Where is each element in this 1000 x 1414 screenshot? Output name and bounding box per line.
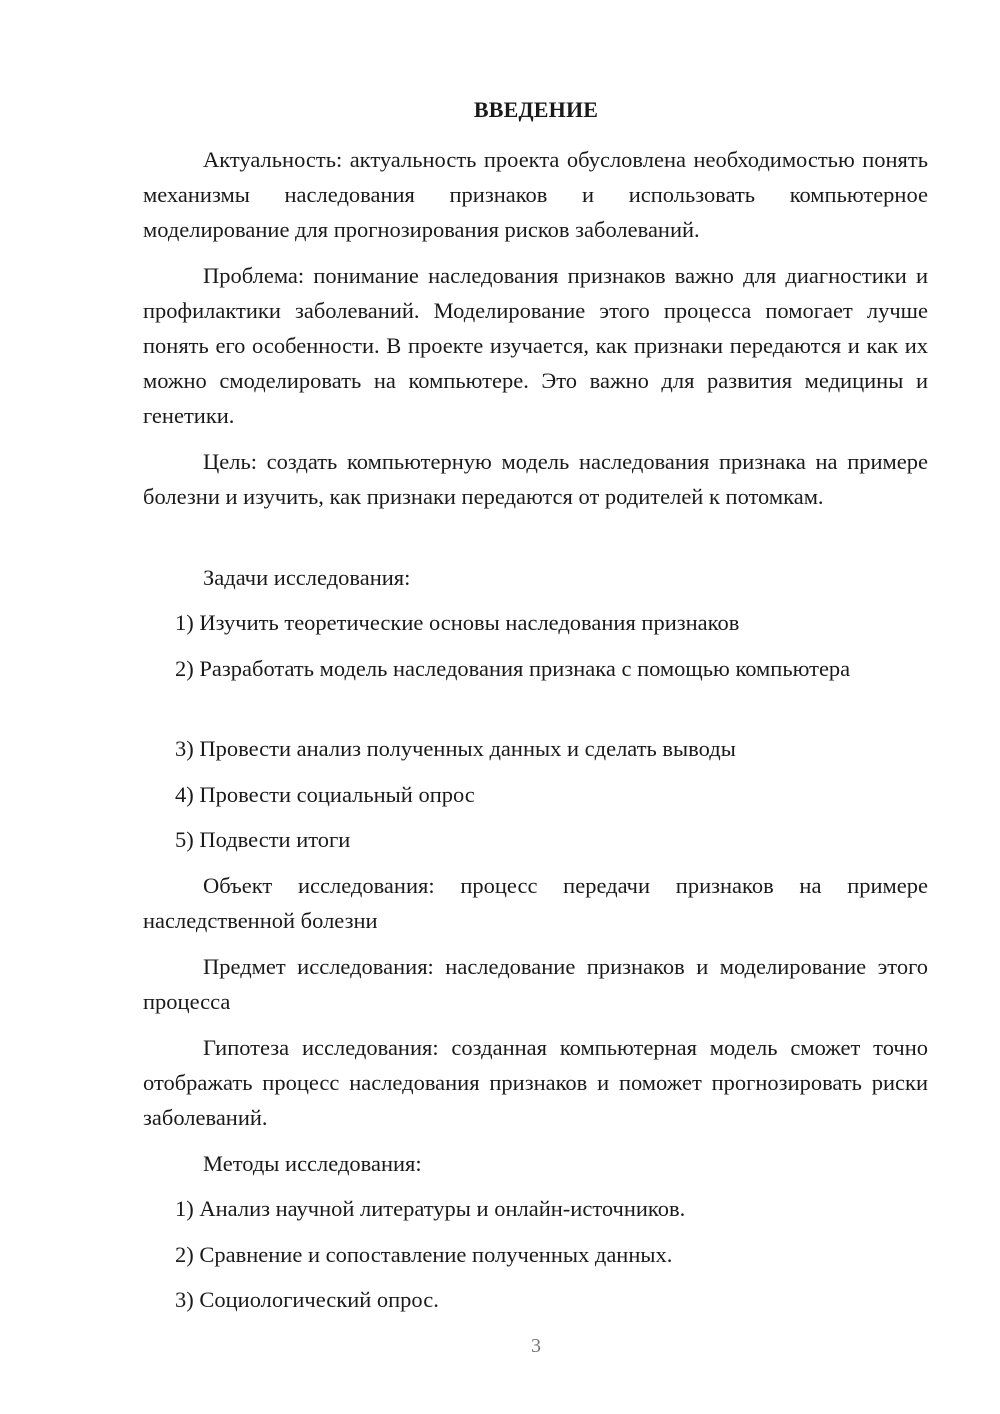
- task-item: 4) Провести социальный опрос: [175, 782, 475, 807]
- object-paragraph: Объект исследования: процесс передачи признаков на примере наследственной болезни: [143, 873, 928, 933]
- task-item: 1) Изучить теоретические основы наследования признаков: [175, 610, 740, 635]
- problem-paragraph: Проблема: понимание наследования признаков важно для диагностики и профилактики заболеваний. Моделирование этого процесса помогает лучше понять его особенности. В проекте изучается, как признаки передаются и как их можно смоделировать на компьютере. Это важно для развития медицины и генетики.: [143, 263, 928, 428]
- page-heading: ВВЕДЕНИЕ: [473, 97, 599, 122]
- tasks-title: Задачи исследования:: [203, 565, 411, 590]
- subject-paragraph: Предмет исследования: наследование признаков и моделирование этого процесса: [143, 954, 928, 1014]
- methods-title: Методы исследования:: [203, 1151, 422, 1176]
- relevance-paragraph: Актуальность: актуальность проекта обусловлена необходимостью понять механизмы наследования признаков и использовать компьютерное моделирование для прогнозирования рисков заболеваний.: [143, 147, 928, 242]
- method-item: 3) Социологический опрос.: [175, 1287, 439, 1312]
- method-item: 1) Анализ научной литературы и онлайн-источников.: [175, 1196, 686, 1221]
- task-item: 5) Подвести итоги: [175, 827, 351, 852]
- hypothesis-paragraph: Гипотеза исследования: созданная компьютерная модель сможет точно отображать процесс наследования признаков и поможет прогнозировать риски заболеваний.: [143, 1035, 928, 1130]
- goal-paragraph: Цель: создать компьютерную модель наследования признака на примере болезни и изучить, как признаки передаются от родителей к потомкам.: [143, 449, 928, 509]
- method-item: 2) Сравнение и сопоставление полученных данных.: [175, 1242, 673, 1267]
- task-item: 2) Разработать модель наследования признака с помощью компьютера: [175, 656, 851, 681]
- page-number: 3: [531, 1335, 541, 1357]
- task-item: 3) Провести анализ полученных данных и сделать выводы: [175, 736, 736, 761]
